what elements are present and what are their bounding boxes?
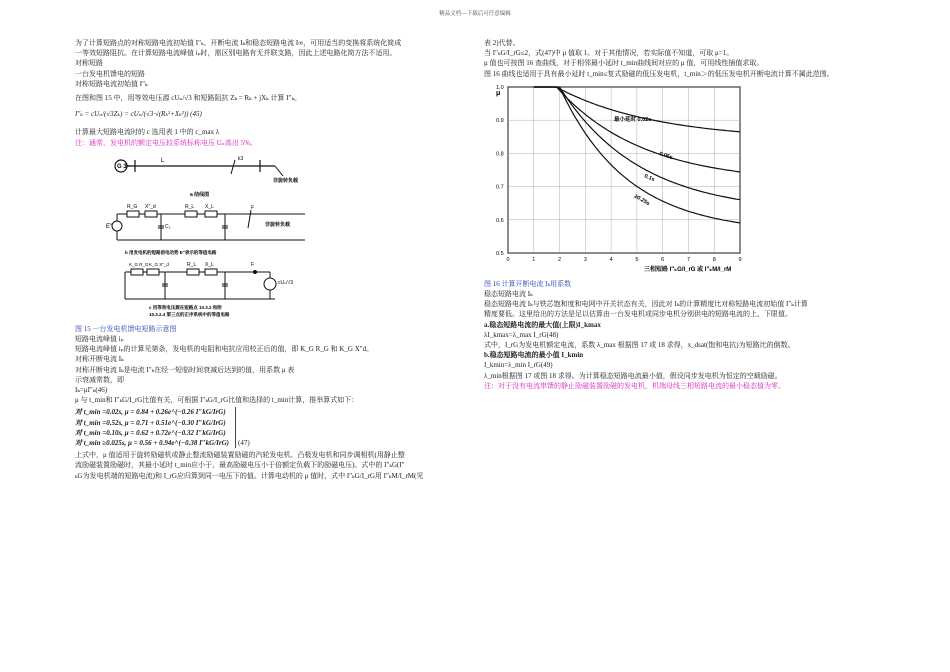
text-line: λI_kmax=λ_max I_rG(48) [484,330,559,339]
mu-formula: 对 t_min ≥0.025s, μ = 0.56 + 0.94e^(−0.38 I″kG/IrG) [75,439,230,448]
text-line: 上式中，μ 值适用于旋转励磁机或静止整流励磁装置励磁的汽轮发电机、凸极发电机和同步调相机(用静止整 [75,451,405,460]
left-column [75,38,475,481]
text-line: λ_min根据图 17 或图 18 求得。为计算稳态短路电流最小值，假设同步发电机为恒定的空载励磁。 [484,371,782,380]
text-line: 短路电流峰值 iₚ [75,335,124,344]
svg-text:R_L: R_L [187,261,197,268]
svg-text:X_L: X_L [205,261,214,268]
text-line: μ 与 t_min和 I″ₖG/I_rG比值有关，可根据 I″ₖG/I_rG比值和选择的 t_min计算，推举算式如下： [75,396,359,405]
x-tick-label: 4 [609,256,613,263]
subheading: a.稳态短路电流的最大值(上限)I_kmax [484,320,601,329]
y-tick-label: 0.7 [496,184,504,191]
load-label: 非旋转负载 [273,177,299,184]
caption-c2: 10.3.2.4 第三点的正序系统中的等值电路 [149,311,230,317]
caption-c1: c 用等效电压源在短路点 10.3.2 和附 [149,304,222,310]
eq-number: (47) [238,439,250,448]
y-tick-label: 0.9 [496,118,504,125]
svg-text:K_G X″_d: K_G X″_d [149,261,169,267]
rg-label: R_G [127,203,138,210]
text-line: 稳态短路电流 Iₖ与铁芯饱和度和电网中开关状态有关，因此对 Iₖ的计算精度比对称短路电流初始值 I″ₖ计算 [484,300,808,309]
y-tick-label: 1.0 [496,84,504,91]
figure-caption: 图 15 一台发电机馈电短路示意图 [75,324,177,333]
text-line: 为了计算短路点的对称短路电流初始值 I″ₖ、开断电流 Iₖ和稳态短路电流 I∞，可用适当的变换将系统化简成 [75,39,402,47]
note-line: 注：通常，发电机的额定电压较系统标称电压 Uₙ高出 5%。 [75,138,257,147]
generator-label: G 3~ [117,163,131,170]
text-line: μ 值也可按图 16 查曲线，对于相邻最小延时 t_min曲线间对应的 μ 值，可用线性插值求取。 [484,59,764,68]
xd-label: X″_d [145,203,156,210]
k3-label: k3 [238,155,244,162]
text-line: 一等效短路阻抗。在计算短路电流峰值 iₚ时，需区别电路有无并联支路，因此上述电路化简方法不适用。 [75,49,397,58]
section-heading: 对称短路电流初始值 I″ₖ [75,79,148,88]
figure-16 [494,81,744,277]
figure-15 [105,154,315,322]
x-tick-label: 3 [583,256,587,263]
section-heading: 对称短路 [75,59,103,68]
text-line: ₖG为发电机端的短路电流)和 I_rG应归算到同一电压下的值。计算电动机的 μ 值时，式中 I″ₖG/I_rG用 I″ₖM/I_rM(见 [75,471,424,480]
note-line: 注：对于没有电流串馈的静止励磁装置励磁的发电机，机端母线三相短路电流的最小稳态值为零。 [484,381,785,390]
svg-text:F: F [251,204,255,211]
x-tick-label: 9 [738,256,742,263]
x-tick-label: 5 [635,256,639,263]
curve-label: 0.05s [658,151,674,161]
text-line: 在图和图 15 中，用等效电压源 cUₙ/√3 和短路阻抗 Zₖ = Rₖ + jXₖ 计算 I″ₖ。 [75,94,302,103]
text-line: I_kmin=λ_min I_rG(49) [484,361,553,370]
subheading: b.稳态短路电流的最小值 I_kmin [484,351,584,360]
svg-text:E″: E″ [106,223,113,230]
x-tick-label: 2 [558,256,562,263]
svg-text:X_L: X_L [205,203,214,210]
y-tick-label: 0.5 [496,250,504,257]
text-line: 对称开断电流 Iₖ是电流 I″ₖ在经一短临时间衰减后达到的值，用系数 μ 表 [75,365,295,374]
text-line: 对称开断电流 Iₖ [75,355,124,364]
x-tick-label: 1 [532,256,536,263]
x-tick-label: 7 [686,256,691,263]
x-tick-label: 8 [712,256,716,263]
right-column [484,38,884,391]
svg-text:K_G R_G: K_G R_G [129,261,149,267]
section-heading: 一台发电机馈电的短路 [75,69,145,78]
text-line: 短路电流峰值 iₚ的计算见第条，发电机的电阻和电抗应用校正后的值，即 K_G R_G 和 K_G X″d。 [75,345,374,354]
text-line: 表 2)代替。 [484,39,520,47]
circuit-diagram [105,154,315,322]
figure-caption: 图 16 计算开断电流 Iₖ用系数 [484,279,572,288]
text-line: 精度要低。这里给出的方法是足以估算由一台发电机或同步电机分别供电的短路电流的上、下限值。 [484,310,792,319]
y-tick-label: 0.6 [496,217,504,224]
text-line: 稳态短路电流 Iₖ [484,290,533,299]
y-tick-label: 0.8 [496,151,504,158]
mu-curve-chart [494,81,744,277]
caption-b: b 用发电机的短路前电动势 E″表示的等值电路 [125,249,217,255]
mu-formula: 对 t_min =0.10s, μ = 0.62 + 0.72e^(−0.32 I″kG/IrG) [75,428,226,437]
curve-label: 最小延时 0.02s [614,116,652,123]
source-label: cUₙ/√3 [278,279,294,286]
text-line: 式中，I_rG为发电机额定电流，系数 λ_max 根据图 17 或 18 求得，x_dsat(饱和电抗)为短路比的倒数。 [484,341,795,350]
svg-text:L: L [161,157,165,164]
formula-45: I″ₖ = cUₙ/(√3Zₖ) = cUₙ/(√3·√(Rₖ²+Xₖ²)) (45) [75,110,202,119]
svg-text:非旋转负载: 非旋转负载 [265,221,291,228]
svg-text:R_L: R_L [185,203,195,210]
x-tick-label: 6 [661,256,665,263]
text-line: 计算最大短路电流时的 c 选用表 1 中的 c_max λ [75,128,220,137]
curve-label: ≥0.25s [633,193,651,207]
x-axis-label: 三相短路 I″ₖG/I_rG 或 I″ₖM/I_rM [644,266,732,273]
y-axis-label: μ [496,89,501,97]
text-line: Iₖ=μI″ₖ(46) [75,386,108,395]
text-line: 图 16 曲线也适用于具有最小延时 t_min≤复式励磁的低压发电机，t_min＞的低压发电机开断电流计算不属此范围。 [484,69,834,78]
mu-formula: 对 t_min =0.52s, μ = 0.71 + 0.51e^(−0.30 I″kG/IrG) [75,418,226,427]
x-tick-label: 0 [506,256,510,263]
page-header: 精品文档---下载后可任意编辑 [439,11,511,17]
svg-text:F: F [251,261,255,268]
text-line: 示衰减常数，即 [75,375,124,384]
text-line: 当 I″ₖG/I_rG≤2，式(47)中 μ 值取 1。对于其他情况，若实际值不知道，可取 μ=1。 [484,49,734,58]
svg-text:C₁: C₁ [165,223,171,230]
curve-label: 0.1s [643,173,656,183]
mu-formula: 对 t_min =0.02s, μ = 0.84 + 0.26e^(−0.26 I″kG/IrG) [75,408,226,417]
text-line: 流励磁装置励磁时，其最小延时 t_min应小于，最高励磁电压小于倍额定负载下的励磁电压)。式中的 I″ₖG(I″ [75,461,405,470]
caption-a: a 结线图 [190,191,210,198]
